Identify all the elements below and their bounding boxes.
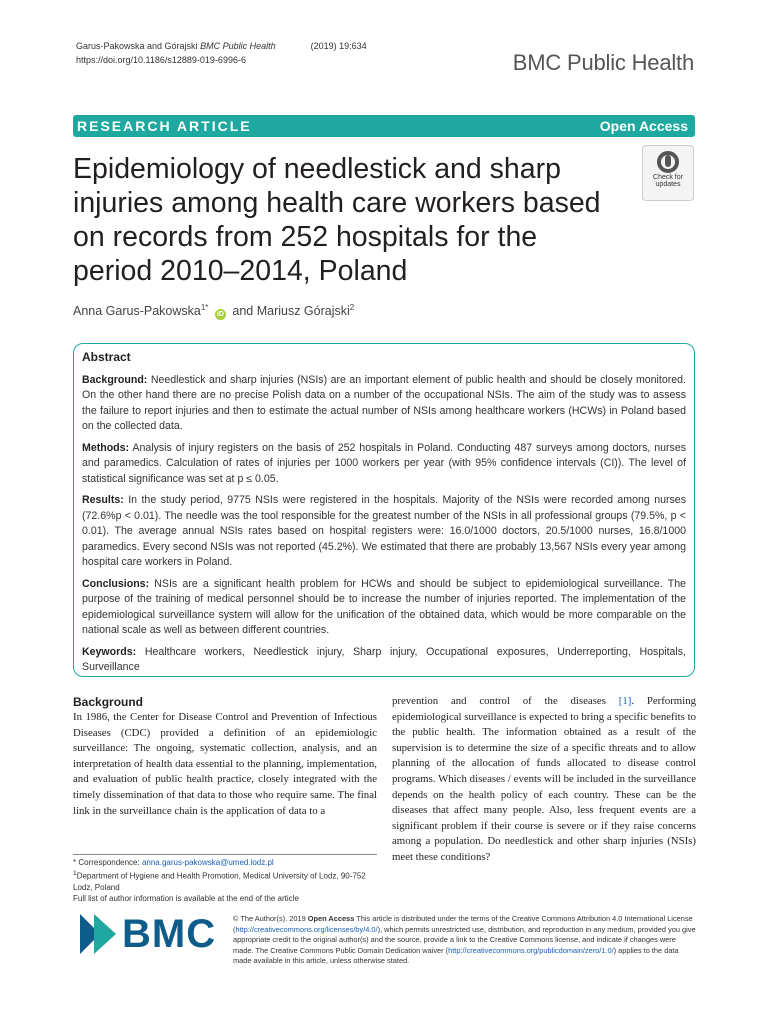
public-domain-link[interactable]: http://creativecommons.org/publicdomain/zero/1.0/ (448, 945, 614, 955)
body-paragraph-continued: prevention and control of the diseases [1]. Performing epidemiological surveillance is expected to bring a specific benefits to the public health. The information obtained as a result of the supervision is to determine the size of a specific threats and to allow planning of the allocation of funds allocated to disease control programs. Which diseases / events will be included in the surveillance depends on the health policy of each country. These can be the diseases that affect many people. Also, less frequent events are a significant problem if their course is severe or if they raise concerns among a population. Do needlestick and other sharp injuries (NSIs) meet these conditions? (392, 695, 696, 863)
check-for-updates-button[interactable] (642, 145, 694, 201)
body-column-left (73, 694, 377, 819)
journal-brand: BMC Public Health (512, 50, 694, 75)
article-type-banner (73, 115, 695, 137)
author-1-affil: 1* (200, 303, 209, 312)
correspondence: * Correspondence: anna.garus-pakowska@umed.lodz.pl (73, 858, 274, 867)
footnotes (73, 857, 383, 904)
license-link[interactable]: http://creativecommons.org/licenses/by/4.0/ (235, 924, 378, 934)
body-column-right (392, 694, 696, 866)
abstract-conclusions: Conclusions: NSIs are a significant health problem for HCWs and should be subject to epidemiological surveillance. The purpose of the training of medical personnel should be to increase the number of injuries reported. The implementation of the epidemiological surveillance system will allow for the unification of the obtained data, which would be more comparable on the national scale as well as between different countries. (82, 577, 686, 636)
doi-link[interactable]: https://doi.org/10.1186/s12889-019-6996-6 (76, 55, 246, 65)
body-paragraph: In 1986, the Center for Disease Control and Prevention of Infectious Diseases (CDC) provided a definition of an epidemiologic surveillance: The ongoing, systematic collection, analysis, and an interpretation of health data essential to the planning, implementation, and evaluation of public health practice, closely integrated with the timely dissemination of that data to those who require same. The final link in the surveillance chain is the application of data to a (73, 711, 377, 817)
abstract-background: Background: Needlestick and sharp injuries (NSIs) are an important element of public health and should be closely monitored. On the other hand there are no precise Polish data on a number of the occupational NSIs. The aim of the study was to assess the failure to report injuries and then to estimate the actual number of NSIs among healthcare workers (HCWs) in Poland based on the collected data. (82, 373, 687, 432)
bmc-logo-icon (80, 914, 116, 954)
crossmark-icon (657, 151, 679, 173)
updates-label: updates (655, 181, 681, 188)
bmc-logo (80, 912, 216, 956)
author-2: and Mariusz Górajski (232, 304, 350, 319)
journal-name: BMC Public Health (200, 41, 276, 51)
license-text: © The Author(s). 2019 Open Access This article is distributed under the terms of the Creative Commons Attribution 4.0 International License (http://creativecommons.org/licenses/by/4.0/), which permits unrestricted use, distribution, and reproduction in any medium, provided you give appropriate credit to the original author(s) and the source, provide a link to the Creative Commons license, and indicate if changes were made. The Creative Commons Public Domain Dedication waiver (http://creativecommons.org/publicdomain/zero/1.0/) applies to the data made available in this article, unless otherwise stated. (233, 914, 696, 966)
abstract-methods: Methods: Analysis of injury registers on the basis of 252 hospitals in Poland. Conducting 487 surveys among doctors, nurses and paramedics. Calculation of rates of injuries per 1000 workers per year (with 95% confidence intervals (CI)). The level of statistical significance was set at p ≤ 0.05. (82, 441, 687, 485)
author-2-affil: 2 (349, 303, 355, 312)
open-access-label: Open Access (599, 118, 688, 134)
abstract-keywords: Keywords: Healthcare workers, Needlestick injury, Sharp injury, Occupational exposures, Underreporting, Hospitals, Surveillance (82, 645, 686, 673)
orcid-icon[interactable]: iD (216, 311, 224, 319)
volume-info: (2019) 19:634 (310, 41, 367, 51)
correspondence-email[interactable]: anna.garus-pakowska@umed.lodz.pl (141, 858, 274, 867)
bmc-logo-word: BMC (122, 911, 217, 956)
affiliation: $^1$Department of Hygiene and Health Promotion, Medical University of Lodz, 90-752 Lodz, Poland (73, 870, 366, 892)
citation-link[interactable]: [1] (618, 695, 632, 707)
article-title: Epidemiology of needlestick and sharp injuries among health care workers based on records from 252 hospitals for the period 2010–2014, Poland (73, 153, 601, 287)
article-type-label: RESEARCH ARTICLE (77, 118, 252, 134)
abstract-results: Results: In the study period, 9775 NSIs were registered in the hospitals. Majority of the NSIs were recorded among nurses (72.6%p < 0.01). The needle was the tool responsible for the greatest number of the NSIs in all professional groups (79.5%, p < 0.01). The average annual NSIs rates based on hospital registers were: 16.0/1000 doctors, 20.5/1000 nurses, 16.8/1000 paramedics. Every second NSIs was not reported (45.2%). We estimated that there are probably 13,567 NSIs every year among hospital care workers in Poland. (82, 494, 687, 568)
abstract-heading: Abstract (82, 350, 131, 364)
article-meta (76, 39, 367, 67)
author-list (73, 303, 354, 320)
check-for-label: Check for (653, 174, 683, 181)
footnote-divider (73, 854, 377, 855)
abstract-box (73, 343, 695, 677)
section-heading: Background (73, 695, 144, 709)
author-1: Anna Garus-Pakowska (73, 304, 201, 319)
full-list-note: Full list of author information is available at the end of the article (73, 893, 299, 903)
authors-short: Garus-Pakowska and Górajski (76, 41, 198, 51)
